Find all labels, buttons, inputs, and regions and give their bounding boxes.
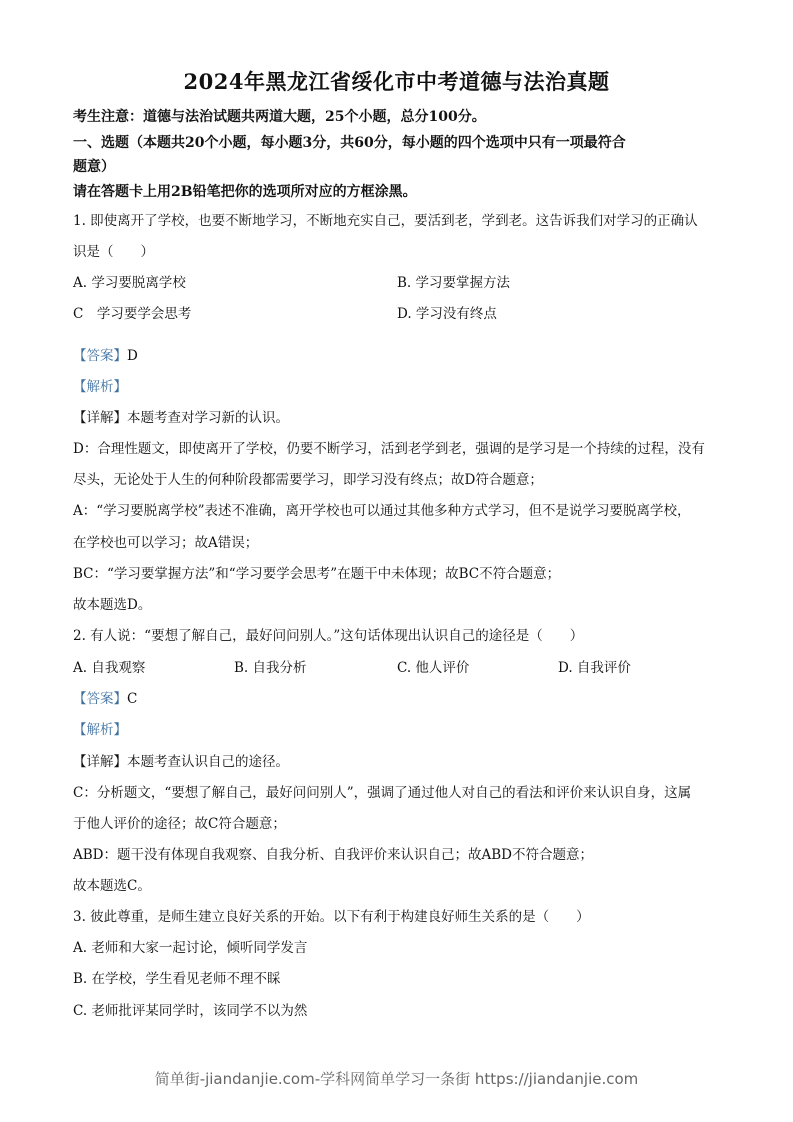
- q1-detail-6: 故本题选D。: [73, 597, 152, 613]
- q1-option-c: C 学习要学会思考: [73, 306, 192, 322]
- q3-option-c: C. 老师批评某同学时，该同学不以为然: [73, 1003, 308, 1019]
- q2-detail-4: 故本题选C。: [73, 878, 151, 894]
- section-heading-cont: 题意）: [73, 159, 115, 175]
- answer-tag: 【答案】: [73, 691, 127, 707]
- q2-detail-3: ABD：题干没有体现自我观察、自我分析、自我评价来认识自己；故ABD不符合题意；: [73, 847, 593, 863]
- page-title: 2024年黑龙江省绥化市中考道德与法治真题: [183, 69, 610, 94]
- q2-option-c: C. 他人评价: [397, 660, 470, 676]
- exam-notice: 考生注意：道德与法治试题共两道大题，25个小题，总分100分。: [73, 109, 486, 125]
- q1-detail-4: 在学校也可以学习；故A错误；: [73, 535, 259, 551]
- q1-analysis-tag: 【解析】: [73, 379, 127, 395]
- q1-detail-1: D：合理性题文，即使离开了学校，仍要不断学习，活到老学到老，强调的是学习是一个持续的过程，没有: [73, 441, 705, 457]
- q2-detail-0: 【详解】本题考查认识自己的途径。: [73, 754, 289, 770]
- q1-option-d: D. 学习没有终点: [397, 306, 497, 322]
- q1-detail-5: BC：“学习要掌握方法”和“学习要学会思考”在题干中未体现；故BC不符合题意；: [73, 566, 561, 582]
- q1-detail-2: 尽头，无论处于人生的何种阶段都需要学习，即学习没有终点；故D符合题意；: [73, 472, 543, 488]
- q2-stem: 2. 有人说：“要想了解自己，最好问问别人。”这句话体现出认识自己的途径是（ ）: [73, 628, 584, 644]
- answer-value: C: [127, 691, 138, 707]
- q1-answer: [73, 344, 138, 364]
- q2-analysis-tag: 【解析】: [73, 722, 127, 738]
- site-footer: 简单街-jiandanjie.com-学科网简单学习一条街 https://jiandanjie.com: [154, 1070, 639, 1088]
- answer-tag: 【答案】: [73, 348, 127, 364]
- q2-option-d: D. 自我评价: [558, 660, 631, 676]
- q2-option-b: B. 自我分析: [234, 660, 307, 676]
- q1-detail-0: 【详解】本题考查对学习新的认识。: [73, 410, 289, 426]
- q1-stem: 1. 即使离开了学校，也要不断地学习，不断地充实自己，要活到老，学到老。这告诉我们对学习的正确认: [73, 213, 698, 229]
- q1-detail-3: A：“学习要脱离学校”表述不准确，离开学校也可以通过其他多种方式学习，但不是说学习要脱离学校，: [73, 503, 691, 519]
- answer-value: D: [127, 348, 138, 364]
- q3-option-a: A. 老师和大家一起讨论，倾听同学发言: [73, 940, 308, 956]
- section-instruction: 请在答题卡上用2B铅笔把你的选项所对应的方框涂黑。: [73, 184, 417, 200]
- q3-stem: 3. 彼此尊重，是师生建立良好关系的开始。以下有利于构建良好师生关系的是（ ）: [73, 909, 590, 925]
- q1-option-b: B. 学习要掌握方法: [397, 275, 511, 291]
- q3-option-b: B. 在学校，学生看见老师不理不睬: [73, 971, 281, 987]
- q2-answer: [73, 687, 137, 707]
- q2-detail-1: C：分析题文，“要想了解自己，最好问问别人”，强调了通过他人对自己的看法和评价来认识自身，这属: [73, 785, 692, 801]
- q2-option-a: A. 自我观察: [73, 660, 146, 676]
- q1-option-a: A. 学习要脱离学校: [73, 275, 186, 291]
- q1-stem-cont: 识是（ ）: [73, 244, 154, 260]
- section-heading: 一、选题（本题共20个小题，每小题3分，共60分，每小题的四个选项中只有一项最符合: [73, 135, 626, 151]
- q2-detail-2: 于他人评价的途径；故C符合题意；: [73, 816, 286, 832]
